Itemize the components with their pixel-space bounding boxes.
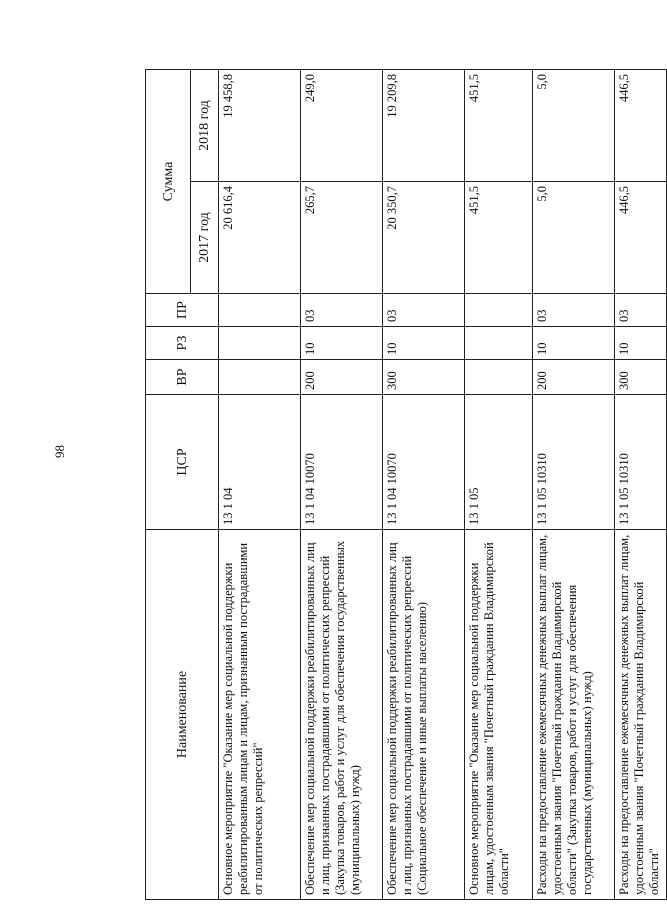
row-2018: 451,5 — [465, 70, 533, 182]
row-pr: 03 — [301, 294, 383, 327]
row-pr — [219, 294, 301, 327]
row-2018: 19 209,8 — [383, 70, 465, 182]
row-name: Основное мероприятие "Оказание мер социальной поддержки лицам, удостоенным звания "Почетный гражданин Владимирской области" — [465, 530, 533, 900]
header-sum: Сумма — [146, 70, 191, 294]
row-vr: 200 — [301, 360, 383, 395]
row-rz: 10 — [615, 327, 667, 360]
row-pr — [465, 294, 533, 327]
row-vr — [219, 360, 301, 395]
table-row — [219, 70, 301, 900]
header-2018: 2018 год — [191, 70, 219, 182]
row-csr: 13 1 05 10310 — [533, 395, 615, 530]
row-rz: 10 — [533, 327, 615, 360]
header-2017: 2017 год — [191, 182, 219, 294]
row-pr: 03 — [383, 294, 465, 327]
row-2017: 265,7 — [301, 182, 383, 294]
row-2017: 20 616,4 — [219, 182, 301, 294]
header-pr: ПР — [146, 294, 219, 327]
table-row — [301, 70, 383, 900]
row-2017: 446,5 — [615, 182, 667, 294]
row-name: Обеспечение мер социальной поддержки реабилитированных лиц и лиц, признанных пострадавшими от политических репрессий (Социальное обеспечение и иные выплаты населению) — [383, 530, 465, 900]
table-row — [383, 70, 465, 900]
row-name: Основное мероприятие "Оказание мер социальной поддержки реабилитированным лицам и лицам, признанным пострадавшими от политических репрессий" — [219, 530, 301, 900]
row-pr: 03 — [533, 294, 615, 327]
table-row — [615, 70, 667, 900]
row-2018: 19 458,8 — [219, 70, 301, 182]
row-csr: 13 1 04 10070 — [383, 395, 465, 530]
table-row — [533, 70, 615, 900]
header-row-1 — [146, 70, 191, 900]
table-row — [465, 70, 533, 900]
row-vr: 300 — [615, 360, 667, 395]
row-csr: 13 1 04 10070 — [301, 395, 383, 530]
row-2018: 249,0 — [301, 70, 383, 182]
header-vr: ВР — [146, 360, 219, 395]
row-name: Расходы на предоставление ежемесячных денежных выплат лицам, удостоенным звания "Почетный гражданин Владимирской области" — [615, 530, 667, 900]
row-vr — [465, 360, 533, 395]
row-pr: 03 — [615, 294, 667, 327]
row-rz: 10 — [383, 327, 465, 360]
row-rz — [219, 327, 301, 360]
header-csr: ЦСР — [146, 395, 219, 530]
row-2017: 5,0 — [533, 182, 615, 294]
row-vr: 200 — [533, 360, 615, 395]
budget-table — [145, 69, 667, 900]
row-2018: 446,5 — [615, 70, 667, 182]
row-rz: 10 — [301, 327, 383, 360]
header-rz: РЗ — [146, 327, 219, 360]
row-2017: 451,5 — [465, 182, 533, 294]
header-name: Наименование — [146, 530, 219, 900]
row-name: Расходы на предоставление ежемесячных денежных выплат лицам, удостоенным звания "Почетный гражданин Владимирской области" (Закупка товаров, работ и услуг для обеспечения государственных (муниципальных) нужд) — [533, 530, 615, 900]
row-2017: 20 350,7 — [383, 182, 465, 294]
page-number: 98 — [52, 445, 67, 458]
row-name: Обеспечение мер социальной поддержки реабилитированных лиц и лиц, признанных пострадавшими от политических репрессий (Закупка товаров, работ и услуг для обеспечения государственных (муниципальных) нужд) — [301, 530, 383, 900]
row-rz — [465, 327, 533, 360]
row-csr: 13 1 04 — [219, 395, 301, 530]
row-csr: 13 1 05 10310 — [615, 395, 667, 530]
rotated-table-container — [145, 70, 661, 900]
row-2018: 5,0 — [533, 70, 615, 182]
row-csr: 13 1 05 — [465, 395, 533, 530]
row-vr: 300 — [383, 360, 465, 395]
